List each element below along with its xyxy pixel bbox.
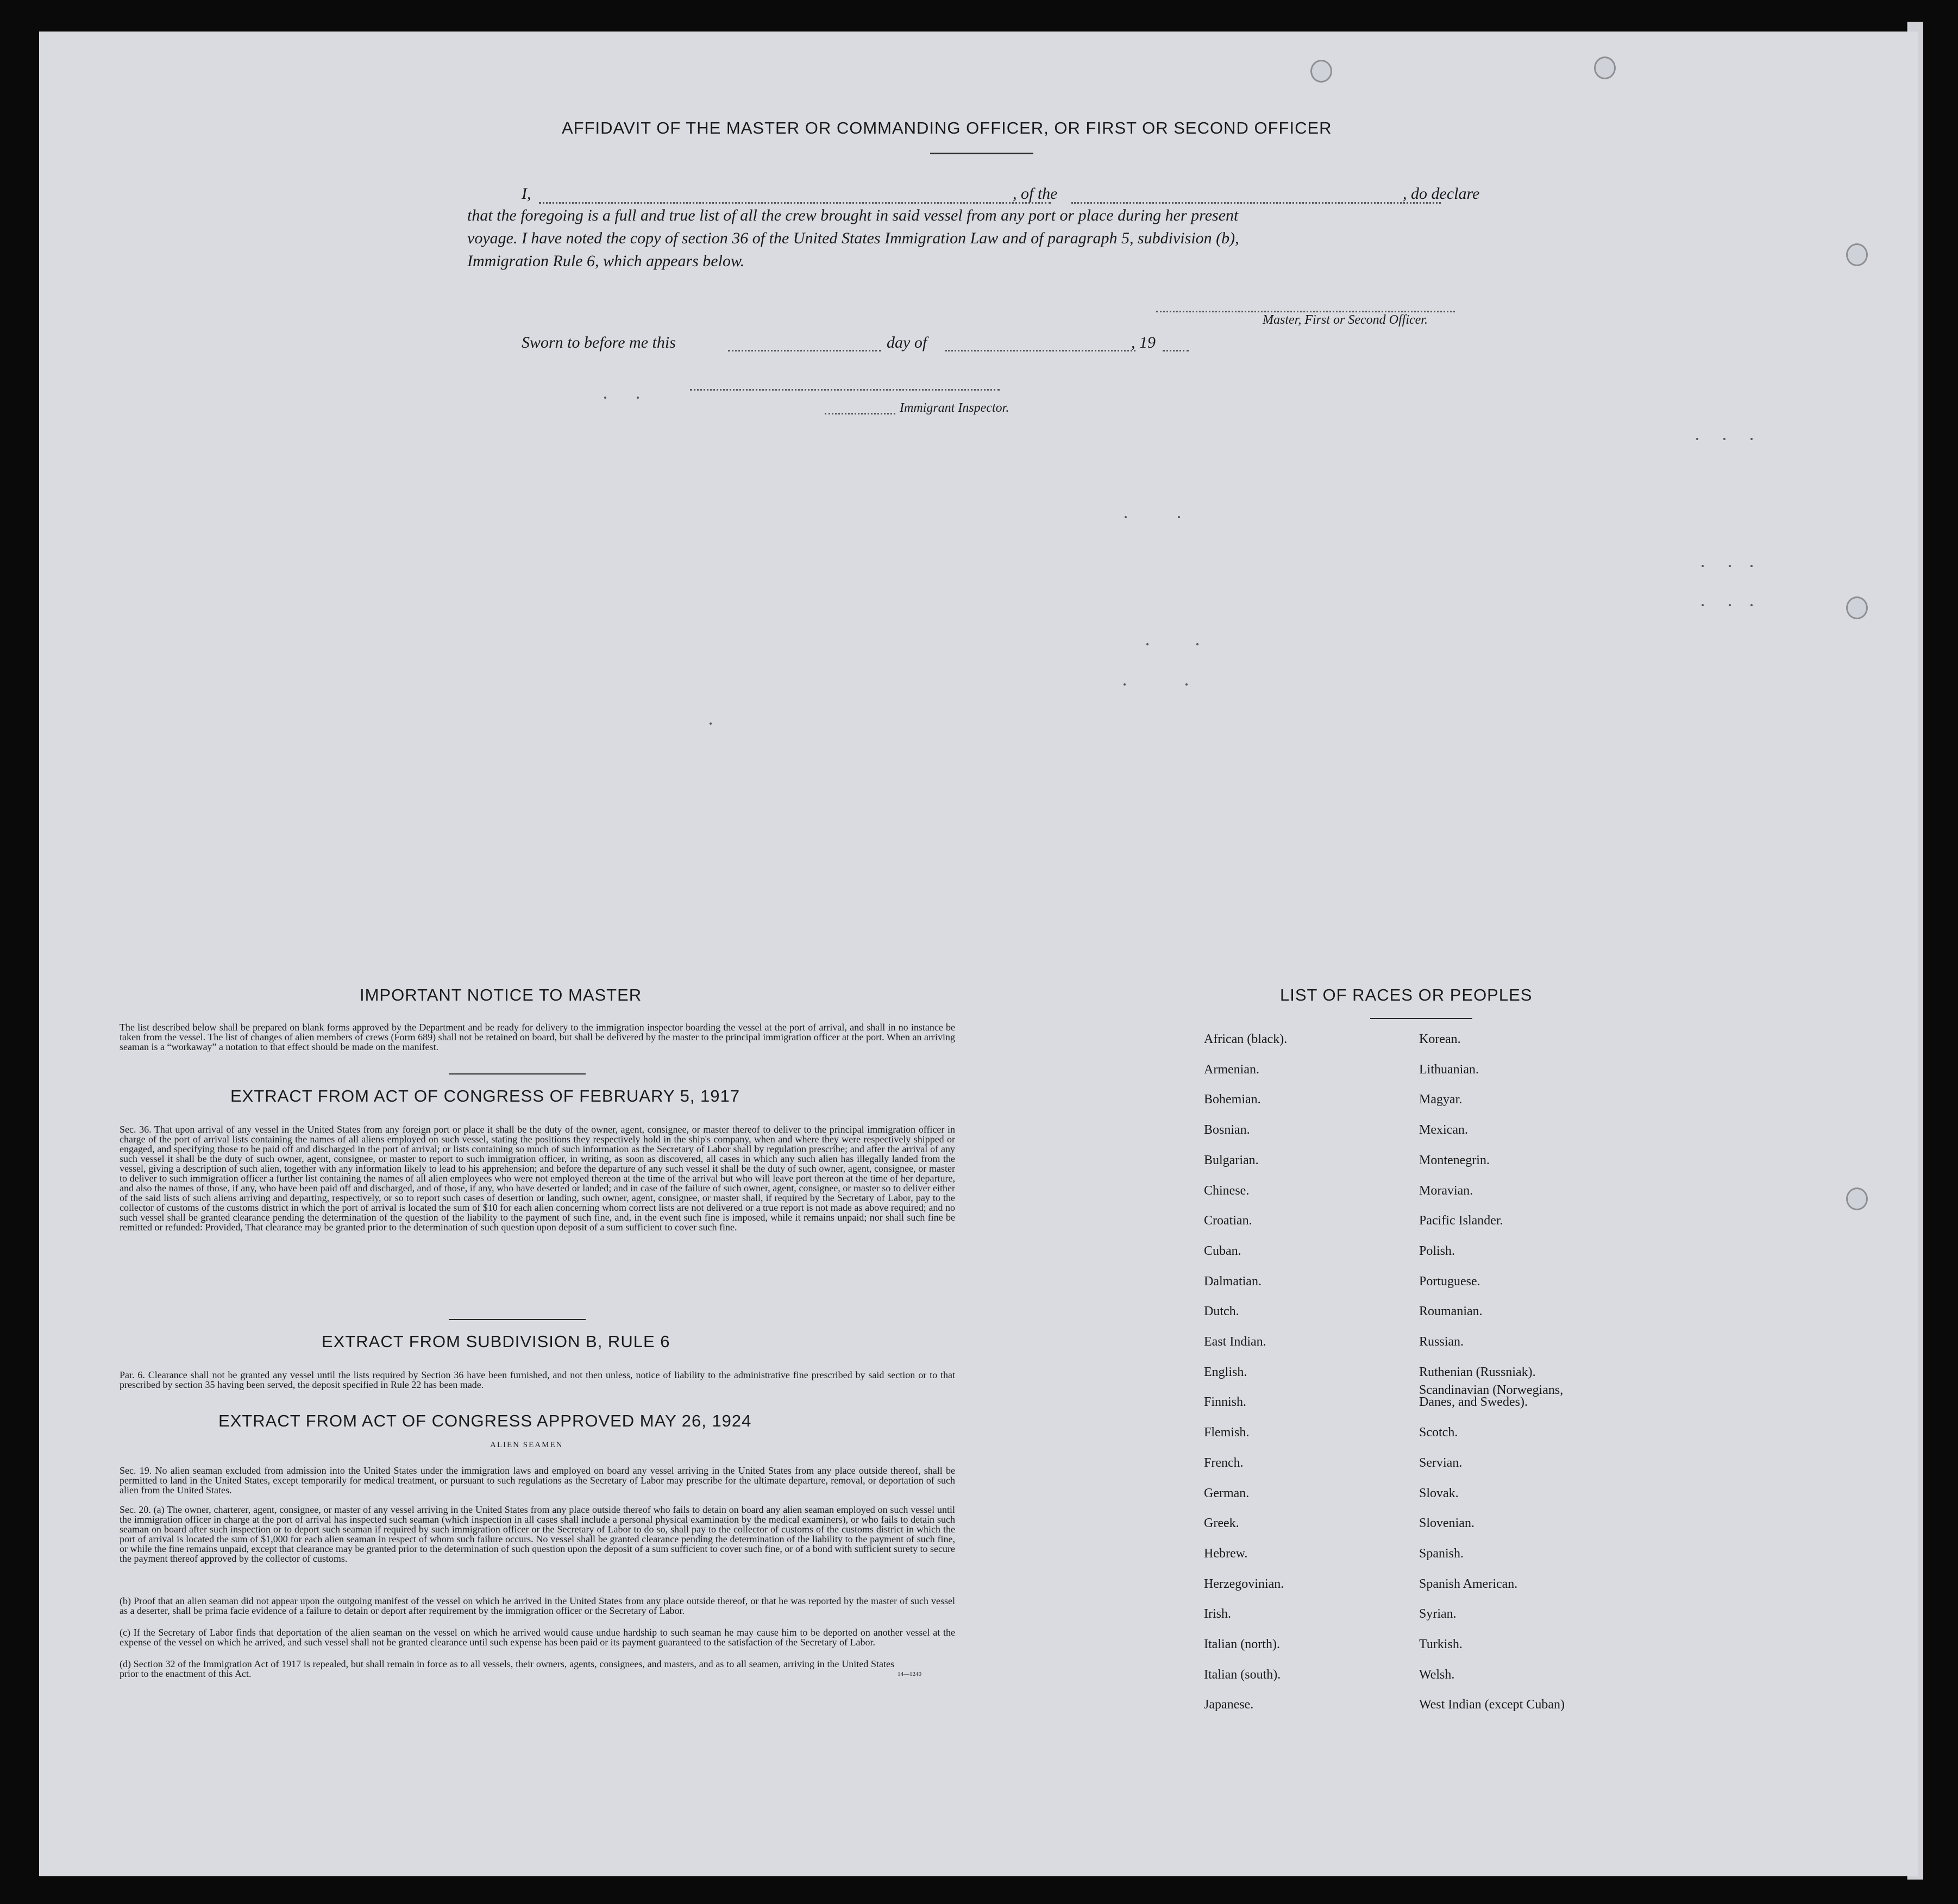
race-item: Roumanian. <box>1419 1304 1483 1319</box>
speck <box>1178 516 1180 518</box>
race-item: Mexican. <box>1419 1123 1468 1138</box>
form-number: 14—1240 <box>898 1671 921 1677</box>
race-item: Welsh. <box>1419 1667 1455 1682</box>
race-item: African (black). <box>1204 1032 1288 1046</box>
race-item: Japanese. <box>1204 1698 1254 1712</box>
race-item: Bohemian. <box>1204 1092 1261 1107</box>
sworn-date-blank[interactable] <box>728 350 881 351</box>
speck <box>1146 643 1149 645</box>
race-item: Korean. <box>1419 1032 1461 1046</box>
binder-hole <box>1310 60 1332 83</box>
extract-1924-p2: Sec. 20. (a) The owner, charterer, agent, consignee, or master of any vessel arriving in the United States from any place outside thereof who fails to detain on board any alien seaman employed on such vessel until the immigration officer in charge at the port of arrival has inspected such seaman (which inspection in all cases shall include a personal physical examination by the medical examiners), or who fails to detain such seaman on board after such inspection or to deport such seaman if required by such immigration officer or the Secretary of Labor to do so, shall pay to the collector of customs of the customs district in which the port of arrival is located the sum of $1,000 for each alien seaman in respect of whom such failure occurs. No vessel shall be granted clearance pending the determination of the liability to the payment of such fine, or while the fine remains unpaid, except that clearance may be granted prior to the determination of such question upon the deposit of a sum sufficient to cover such fine, or of a bond with sufficient surety to secure the payment thereof approved by the collector of customs. <box>120 1504 955 1564</box>
race-item: Servian. <box>1419 1455 1463 1470</box>
extract-rule6-text: Par. 6. Clearance shall not be granted any vessel until the lists required by Section 36 have been furnished, and not then unless, notice of liability to the administrative fine prescribed by said section or to that prescribed by section 35 having been served, the deposit specified in Rule 22 has been made. <box>120 1369 955 1390</box>
race-item: Portuguese. <box>1419 1274 1480 1289</box>
race-item: Slovak. <box>1419 1486 1459 1500</box>
race-item: Irish. <box>1204 1607 1231 1622</box>
race-item: Moravian. <box>1419 1183 1473 1198</box>
master-signature-blank[interactable] <box>1156 311 1455 312</box>
affidavit-line2: that the foregoing is a full and true list of all the crew brought in said vessel from any port or place during her present <box>467 206 1239 224</box>
notice-text: The list described below shall be prepared on blank forms approved by the Department and be ready for delivery to the immigration inspector boarding the vessel at the port of arrival, and shall in no instance be taken from the vessel. The list of changes of alien members of crews (Form 689) shall not be retained on board, but shall be delivered by the master to the principal immigration officer at the port. When an arriving seaman is a “workaway” a notation to that effect should be made on the manifest. <box>120 1022 955 1052</box>
race-item: Scandinavian (Norwegians, Danes, and Swedes). <box>1419 1383 1564 1410</box>
race-item: Croatian. <box>1204 1214 1252 1228</box>
race-item: Spanish American. <box>1419 1576 1518 1591</box>
race-item: Italian (south). <box>1204 1667 1281 1682</box>
race-item: Ruthenian (Russniak). <box>1419 1365 1536 1379</box>
race-item: Bosnian. <box>1204 1123 1250 1138</box>
extract-1924-p1: Sec. 19. No alien seaman excluded from admission into the United States under the immigration laws and employed on board any vessel arriving in the United States from any place outside thereof, shall be permitted to land in the United States, except temporarily for medical treatment, or pursuant to such regulations as the Secretary of Labor may prescribe for the ultimate departure, removal, or deportation of such alien from the United States. <box>120 1465 955 1495</box>
binder-hole <box>1846 596 1868 619</box>
speck <box>1723 438 1725 440</box>
sworn-year-blank[interactable] <box>1163 350 1189 351</box>
speck <box>1729 604 1731 606</box>
extract-1924-subtitle: ALIEN SEAMEN <box>490 1441 563 1449</box>
form-sheet <box>39 32 1918 1876</box>
race-item: French. <box>1204 1455 1244 1470</box>
race-item: Armenian. <box>1204 1062 1259 1077</box>
inspector-prefix-dots <box>825 413 895 414</box>
speck <box>637 397 639 399</box>
race-item: Chinese. <box>1204 1183 1250 1198</box>
race-item: Polish. <box>1419 1243 1455 1258</box>
race-item: Magyar. <box>1419 1092 1463 1107</box>
race-item: Slovenian. <box>1419 1516 1474 1531</box>
race-item: Dutch. <box>1204 1304 1239 1319</box>
race-item: Bulgarian. <box>1204 1153 1259 1167</box>
race-item: Syrian. <box>1419 1607 1457 1622</box>
sworn-prefix: Sworn to before me this <box>522 334 676 351</box>
affidavit-line1-mid: , of the <box>1013 185 1058 203</box>
affidavit-line1-suffix: , do declare <box>1403 185 1480 203</box>
extract-rule6-title: EXTRACT FROM SUBDIVISION B, RULE 6 <box>322 1332 670 1351</box>
sworn-month-blank[interactable] <box>945 350 1135 351</box>
binder-hole <box>1846 243 1868 266</box>
affidavit-title: AFFIDAVIT OF THE MASTER OR COMMANDING OFFICER, OR FIRST OR SECOND OFFICER <box>562 118 1332 137</box>
speck <box>1696 438 1698 440</box>
sworn-day-label: day of <box>887 334 927 351</box>
extract-1924-p4: (c) If the Secretary of Labor finds that deportation of the alien seaman on the vessel on which he arrived would cause undue hardship to such seaman he may cause him to be deported on another vessel at the expense of the vessel on which he arrived, and such vessel shall not be granted clearance until such expense has been paid or its payment guaranteed to the satisfaction of the Secretary of Labor. <box>120 1627 955 1648</box>
race-item: East Indian. <box>1204 1335 1266 1349</box>
master-signature-label: Master, First or Second Officer. <box>1263 313 1428 327</box>
binder-hole <box>1846 1187 1868 1210</box>
extract-1924-p5: (d) Section 32 of the Immigration Act of 1917 is repealed, but shall remain in force as to all vessels, their owners, agents, consignees, and masters, and as to all seamen, arriving in the United States prior to the enactment of this Act. <box>120 1658 894 1679</box>
race-item: Russian. <box>1419 1335 1464 1349</box>
speck <box>604 397 606 399</box>
race-item: Hebrew. <box>1204 1546 1248 1561</box>
race-item: Herzegovinian. <box>1204 1576 1284 1591</box>
speck <box>1196 643 1198 645</box>
race-item: Flemish. <box>1204 1425 1250 1440</box>
binder-hole <box>1594 56 1616 79</box>
race-item: Finnish. <box>1204 1395 1247 1410</box>
extract-1917-text: Sec. 36. That upon arrival of any vessel in the United States from any foreign port or place it shall be the duty of the owner, agent, consignee, or master thereof to deliver to the principal immigration officer in charge of the port of arrival lists containing the names of all aliens employed on such vessel, stating the positions they respectively hold in the ship's company, when and where they were respectively shipped or engaged, and specifying those to be paid off and discharged in the port of arrival; or lists containing so much of such information as the Secretary of Labor shall by regulation prescribe; and after the arrival of any such vessel it shall be the duty of such owner, agent, consignee, or master to report to such immigration officer, in writing, as soon as discovered, all cases in which any such alien has illegally landed from the vessel, giving a description of such alien, together with any information likely to lead to his apprehension; and before the departure of any such vessel it shall be the duty of such owner, agent, consignee, or master to deliver to such immigration officer a further list containing the names of all alien employees who were not employed thereon at the time of the arrival but who will leave port thereon at the time of her departure, and also the names of those, if any, who have been paid off and discharged, and of those, if any, who have deserted or landed; and in case of the failure of such owner, agent, consignee, or master so to deliver either of the said lists of such aliens arriving and departing, respectively, or so to report such cases of desertion or landing, such owner, agent, consignee, or master shall, if required by the Secretary of Labor, pay to the collector of customs of the customs district in which the port of arrival is located the sum of $10 for each alien concerning whom correct lists are not delivered or a true report is not made as above required; and no such vessel shall be granted clearance pending the determination of the question of the liability to the payment of such fine, and, in the event such fine is imposed, while it remains unpaid; nor shall such fine be remitted or refunded: Provided, That clearance may be granted prior to the determination of such question upon deposit of a sum sufficient to cover such fine. <box>120 1124 955 1233</box>
affidavit-line3: voyage. I have noted the copy of section 36 of the United States Immigration Law and of paragraph 5, subdivision (b), <box>467 229 1239 247</box>
race-item: Dalmatian. <box>1204 1274 1262 1289</box>
races-title: LIST OF RACES OR PEOPLES <box>1280 985 1533 1004</box>
notice-title: IMPORTANT NOTICE TO MASTER <box>360 985 642 1004</box>
race-item: Scotch. <box>1419 1425 1458 1440</box>
extract-1917-rule <box>449 1319 586 1320</box>
race-item: West Indian (except Cuban) <box>1419 1698 1565 1712</box>
extract-1924-title: EXTRACT FROM ACT OF CONGRESS APPROVED MAY 26, 1924 <box>218 1411 752 1430</box>
race-item: Lithuanian. <box>1419 1062 1479 1077</box>
race-item: Cuban. <box>1204 1243 1241 1258</box>
extract-1917-title: EXTRACT FROM ACT OF CONGRESS OF FEBRUARY 5, 1917 <box>230 1086 740 1105</box>
speck <box>1125 516 1127 518</box>
speck <box>1750 565 1753 567</box>
race-item: English. <box>1204 1365 1247 1379</box>
affidavit-line1-prefix: I, <box>522 185 531 203</box>
vessel-blank[interactable] <box>1071 202 1441 204</box>
speck <box>1702 604 1704 606</box>
notice-rule <box>449 1073 586 1074</box>
race-item: Greek. <box>1204 1516 1239 1531</box>
speck <box>1185 683 1188 686</box>
speck <box>1702 565 1704 567</box>
speck <box>1124 683 1126 686</box>
race-item: Pacific Islander. <box>1419 1214 1503 1228</box>
affidavit-line4: Immigration Rule 6, which appears below. <box>467 252 745 270</box>
race-item: German. <box>1204 1486 1250 1500</box>
races-rule <box>1370 1018 1472 1019</box>
extract-1924-p3: (b) Proof that an alien seaman did not appear upon the outgoing manifest of the vessel on which he arrived in the United States from any place outside thereof, or that he was reported by the master of such vessel as a deserter, shall be prima facie evidence of a failure to detain or deport after requirement by the immigration officer or the Secretary of Labor. <box>120 1595 955 1616</box>
inspector-label: Immigrant Inspector. <box>900 401 1009 415</box>
race-item: Italian (north). <box>1204 1637 1280 1651</box>
inspector-signature-blank[interactable] <box>690 389 1000 391</box>
sworn-year-label: , 19 <box>1131 334 1156 351</box>
speck <box>1750 604 1753 606</box>
affidavit-rule <box>930 153 1033 154</box>
speck <box>710 722 712 725</box>
name-blank[interactable] <box>539 202 1051 204</box>
speck <box>1750 438 1753 440</box>
race-item: Montenegrin. <box>1419 1153 1490 1167</box>
race-item: Spanish. <box>1419 1546 1464 1561</box>
speck <box>1729 565 1731 567</box>
race-item: Turkish. <box>1419 1637 1463 1651</box>
